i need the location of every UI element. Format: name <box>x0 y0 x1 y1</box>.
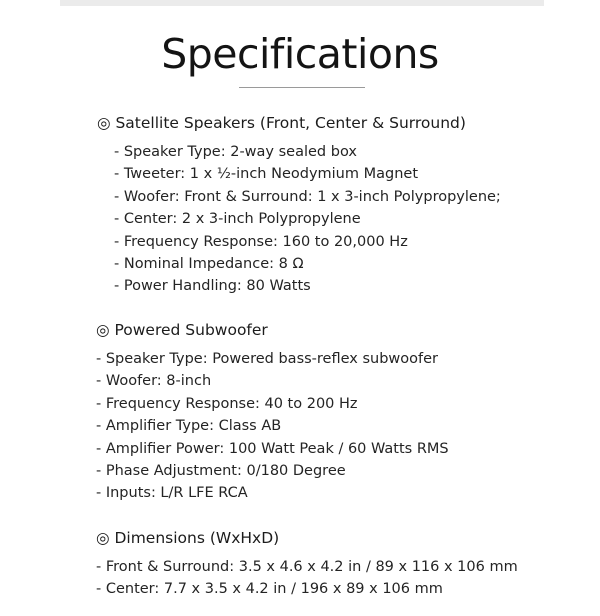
title-underline <box>239 87 365 88</box>
section-heading-powered-subwoofer: ◎ Powered Subwoofer <box>96 321 268 339</box>
spec-item: - Tweeter: 1 x ½-inch Neodymium Magnet <box>114 166 419 183</box>
spec-item: - Center: 7.7 x 3.5 x 4.2 in / 196 x 89 x 106 mm <box>96 581 443 598</box>
spec-item: - Amplifier Power: 100 Watt Peak / 60 Watts RMS <box>96 440 449 457</box>
section-heading-satellite-speakers: ◎ Satellite Speakers (Front, Center & Surround) <box>97 114 466 132</box>
spec-item: - Phase Adjustment: 0/180 Degree <box>96 463 346 480</box>
spec-item: - Speaker Type: 2-way sealed box <box>114 144 357 160</box>
top-divider-bar <box>60 0 544 6</box>
satellite-speakers-spec-list <box>114 141 501 298</box>
spec-item: - Power Handling: 80 Watts <box>114 278 311 295</box>
spec-item: - Center: 2 x 3-inch Polypropylene <box>114 211 361 228</box>
spec-item: - Inputs: L/R LFE RCA <box>96 485 248 502</box>
powered-subwoofer-spec-list <box>96 348 449 505</box>
spec-item: - Front & Surround: 3.5 x 4.6 x 4.2 in / 89 x 116 x 106 mm <box>96 559 518 575</box>
spec-item: - Frequency Response: 40 to 200 Hz <box>96 395 358 412</box>
spec-item: - Nominal Impedance: 8 Ω <box>114 256 304 273</box>
section-heading-dimensions: ◎ Dimensions (WxHxD) <box>96 529 280 547</box>
page-title: Specifications <box>161 30 439 78</box>
spec-item: - Frequency Response: 160 to 20,000 Hz <box>114 233 408 250</box>
dimensions-spec-list <box>96 556 518 601</box>
spec-item: - Woofer: Front & Surround: 1 x 3-inch Polypropylene; <box>114 188 501 205</box>
spec-item: - Woofer: 8-inch <box>96 373 212 390</box>
spec-item: - Speaker Type: Powered bass-reflex subwoofer <box>96 351 439 367</box>
spec-item: - Amplifier Type: Class AB <box>96 418 282 435</box>
